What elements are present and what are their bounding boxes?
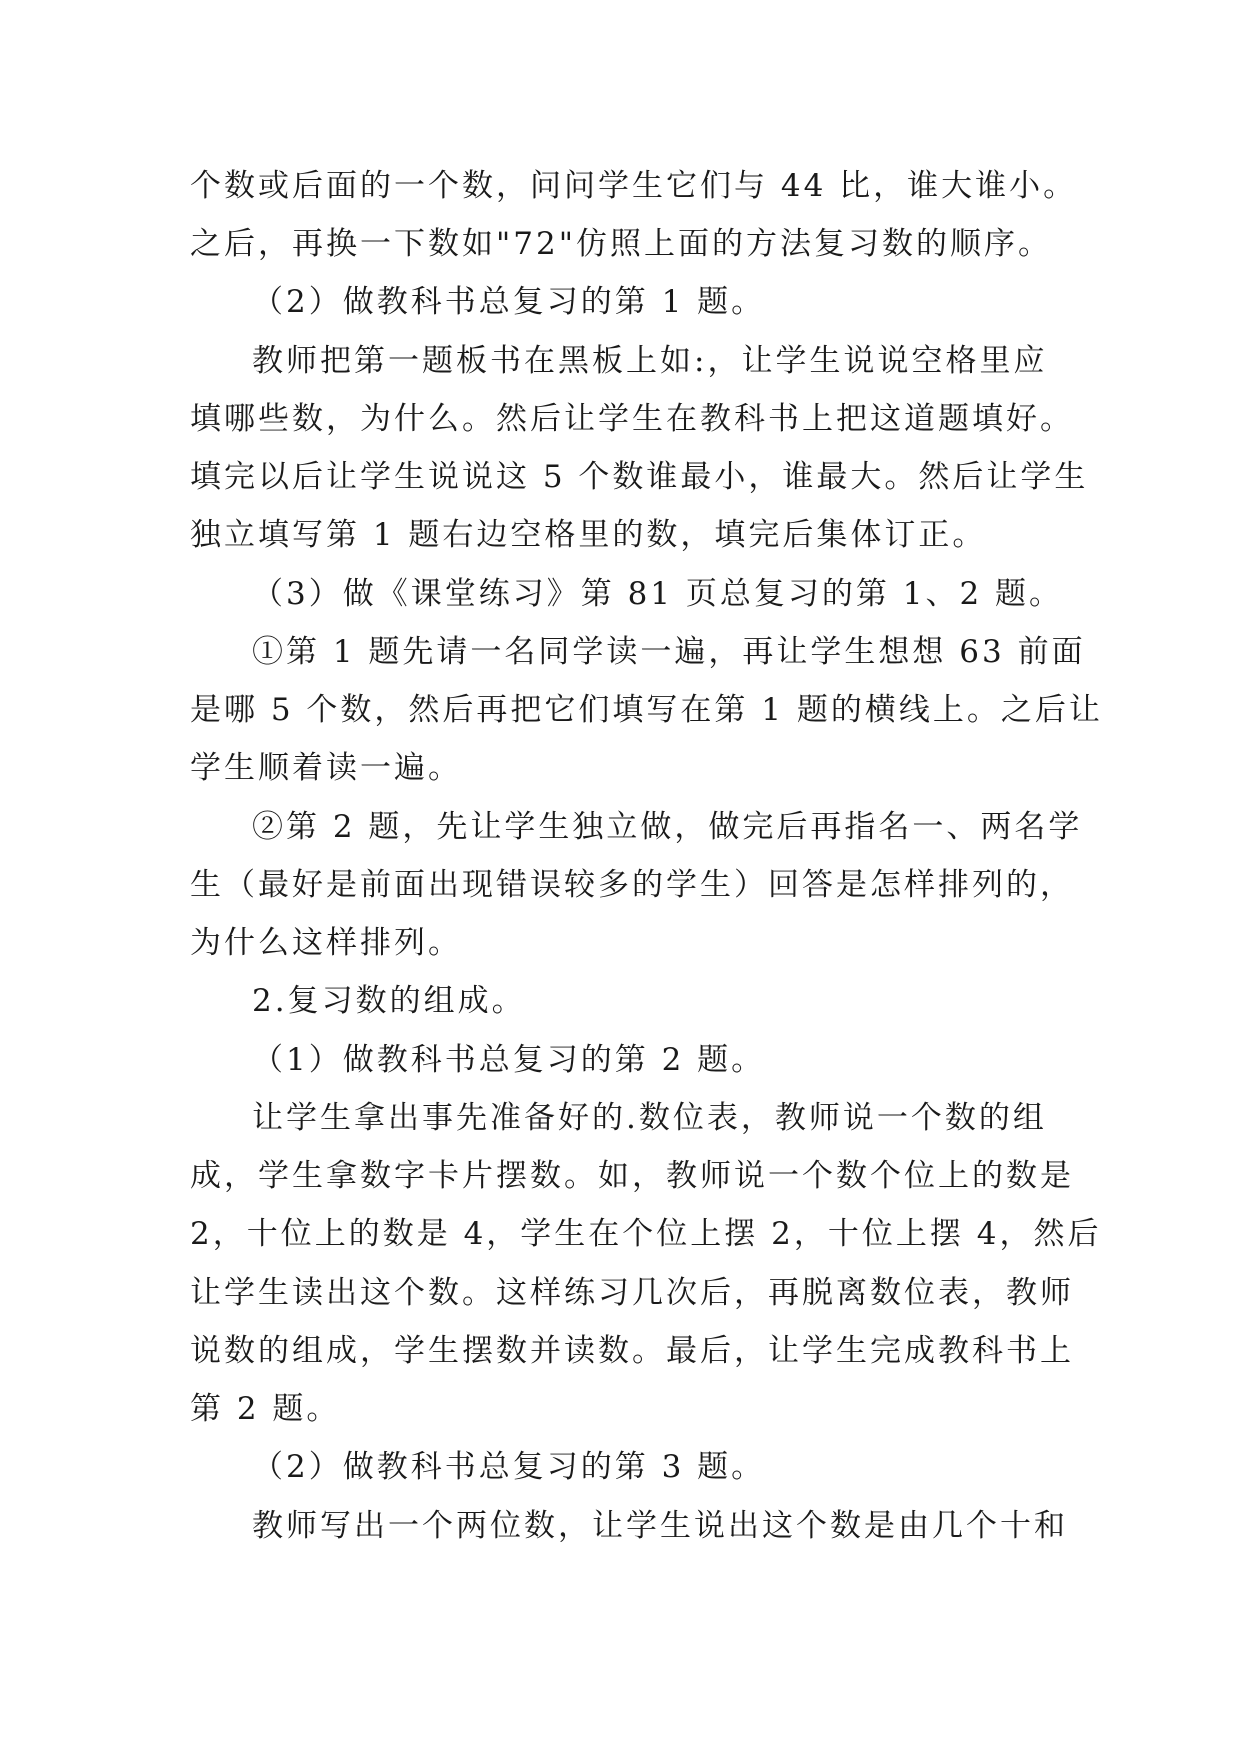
text-line: （3）做《课堂练习》第 81 页总复习的第 1、2 题。: [252, 576, 1064, 612]
text-line: （1）做教科书总复习的第 2 题。: [252, 1042, 766, 1078]
text-line: 教师把第一题板书在黑板上如:，让学生说说空格里应: [252, 343, 1048, 379]
text-line: 成，学生拿数字卡片摆数。如，教师说一个数个位上的数是: [190, 1158, 1074, 1194]
text-line: 独立填写第 1 题右边空格里的数，填完后集体订正。: [190, 517, 987, 553]
text-line: 说数的组成，学生摆数并读数。最后，让学生完成教科书上: [190, 1333, 1074, 1369]
text-line: ①第 1 题先请一名同学读一遍，再让学生想想 63 前面: [252, 634, 1086, 670]
text-line: 填完以后让学生说说这 5 个数谁最小，谁最大。然后让学生: [190, 459, 1089, 495]
text-line: （2）做教科书总复习的第 1 题。: [252, 284, 766, 320]
text-line: 填哪些数，为什么。然后让学生在教科书上把这道题填好。: [190, 401, 1074, 437]
text-line: 让学生拿出事先准备好的.数位表，教师说一个数的组: [252, 1100, 1047, 1136]
text-line: 学生顺着读一遍。: [190, 750, 462, 786]
text-line: 为什么这样排列。: [190, 925, 462, 961]
text-line: 生（最好是前面出现错误较多的学生）回答是怎样排列的，: [190, 867, 1074, 903]
text-line: 是哪 5 个数，然后再把它们填写在第 1 题的横线上。之后让: [190, 692, 1103, 728]
text-line: 教师写出一个两位数，让学生说出这个数是由几个十和: [252, 1508, 1068, 1544]
text-line: （2）做教科书总复习的第 3 题。: [252, 1449, 766, 1485]
text-line: 之后，再换一下数如"72"仿照上面的方法复习数的顺序。: [190, 226, 1052, 262]
text-line: ②第 2 题，先让学生独立做，做完后再指名一、两名学: [252, 809, 1083, 845]
text-line: 2.复习数的组成。: [252, 983, 526, 1019]
text-line: 第 2 题。: [190, 1391, 341, 1427]
text-line: 2，十位上的数是 4，学生在个位上摆 2，十位上摆 4，然后: [190, 1216, 1102, 1252]
text-line: 让学生读出这个数。这样练习几次后，再脱离数位表，教师: [190, 1275, 1074, 1311]
text-line: 个数或后面的一个数，问问学生它们与 44 比，谁大谁小。: [190, 168, 1078, 204]
